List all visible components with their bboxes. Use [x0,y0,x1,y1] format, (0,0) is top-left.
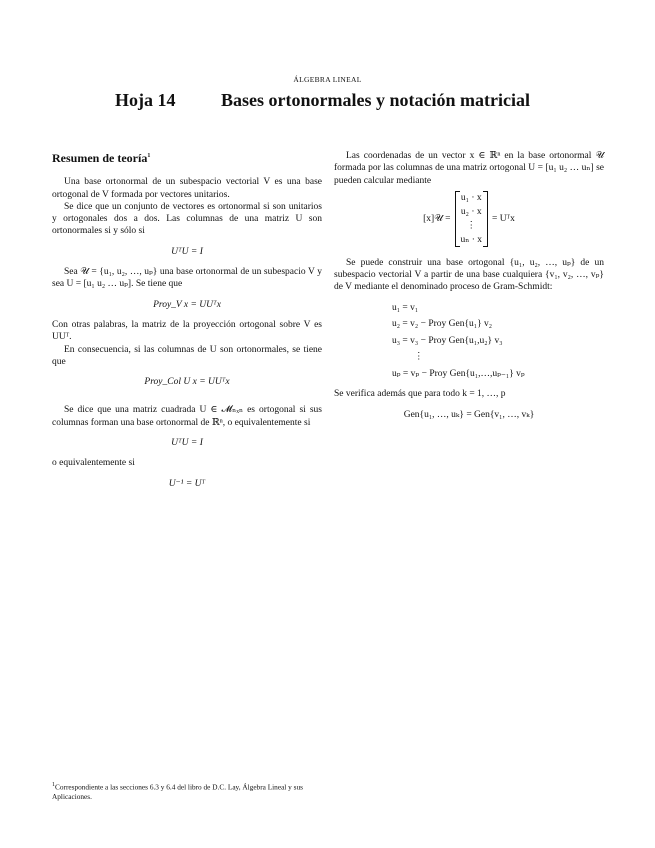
equation-ut-u: UᵀU = I [171,246,203,257]
paragraph-coordinates: Las coordenadas de un vector x ∈ ℝⁿ en la base ortonormal 𝒰 formada por las columnas de una matriz ortogonal U = [u₁ u₂ … uₙ] se pueden calcular mediante [334,151,604,186]
right-column [334,150,604,429]
gs-step: uₚ = vₚ − Proy Gen{u₁,…,uₚ₋₁} vₚ [392,368,525,379]
gs-step: u₃ = v₃ − Proy Gen{u₁,u₂} v₃ [392,335,503,346]
paragraph-orthogonal-matrix: Se dice que una matriz cuadrada U ∈ 𝓜ₙₓₙ es ortogonal si sus columnas forman una base ortonormal de ℝⁿ, o equivalentemente si [52,405,322,428]
section-heading: Resumen de teoría$^1$ [52,151,151,165]
paragraph-consequence: En consecuencia, si las columnas de U son ortonormales, se tiene que [52,344,322,367]
paragraph-projection-matrix: Con otras palabras, la matriz de la proyección ortogonal sobre V es UUᵀ. [52,319,322,343]
paragraph-orthonormal-basis: Una base ortonormal de un subespacio vectorial V es una base ortogonal de V formada por vectores unitarios. [52,177,322,200]
coord-rhs: = Uᵀx [492,213,515,224]
equation-coordinates [334,191,604,247]
footnote [52,781,322,801]
sheet-number: Hoja 14 [115,90,176,110]
paragraph-gram-schmidt: Se puede construir una base ortogonal {u₁, u₂, …, uₚ} de un subespacio vectorial V a partir de una base cualquiera {v₁, v₂, …, vₚ} de V mediante el denominado proceso de Gram-Schmidt: [334,257,604,293]
equation-inverse: U⁻¹ = Uᵀ [168,478,206,489]
gs-step: u₁ = v₁ [392,302,419,313]
equation-projection-col: Proy_Col U x = UUᵀx [144,377,230,388]
coord-row: ⋮ [466,220,477,231]
left-column [52,150,322,498]
paragraph-span: Se verifica además que para todo k = 1, …, p [334,389,506,400]
paragraph-equivalently: o equivalentemente si [52,458,135,469]
coord-lhs: [x]𝒰 = [423,213,451,224]
gs-step: ⋮ [414,352,424,363]
coord-row: uₙ · x [460,234,483,245]
footnote-mark: 1 [52,782,55,788]
coord-vector [455,191,489,247]
footnote-text: Correspondiente a las secciones 6.3 y 6.4 del libro de D.C. Lay, Álgebra Lineal y sus Aplicaciones. [52,782,303,801]
gram-schmidt-steps [392,300,604,383]
coord-row: u₁ · x [460,192,482,203]
equation-projection: Proy_V x = UUᵀx [153,299,221,310]
equation-span: Gen{u₁, …, uₖ} = Gen{v₁, …, vₖ} [403,409,535,420]
paragraph-projection: Sea 𝒰 = {u₁, u₂, …, uₚ} una base ortonormal de un subespacio V y sea U = [u₁ u₂ … uₚ]. Se tiene que [52,267,322,290]
paragraph-orthonormal-set: Se dice que un conjunto de vectores es ortonormal si son unitarios y ortogonales dos a dos. Las columnas de una matriz U son ortonormales si y sólo si [52,201,322,237]
equation-ut-u-2: UᵀU = I [171,438,203,449]
running-header: ÁLGEBRA LINEAL [293,75,362,84]
gs-step: u₂ = v₂ − Proy Gen{u₁} v₂ [392,319,493,330]
sheet-title: Bases ortonormales y notación matricial [221,90,530,110]
footnote-ref: 1 [147,153,151,159]
coord-row: u₂ · x [460,206,482,217]
